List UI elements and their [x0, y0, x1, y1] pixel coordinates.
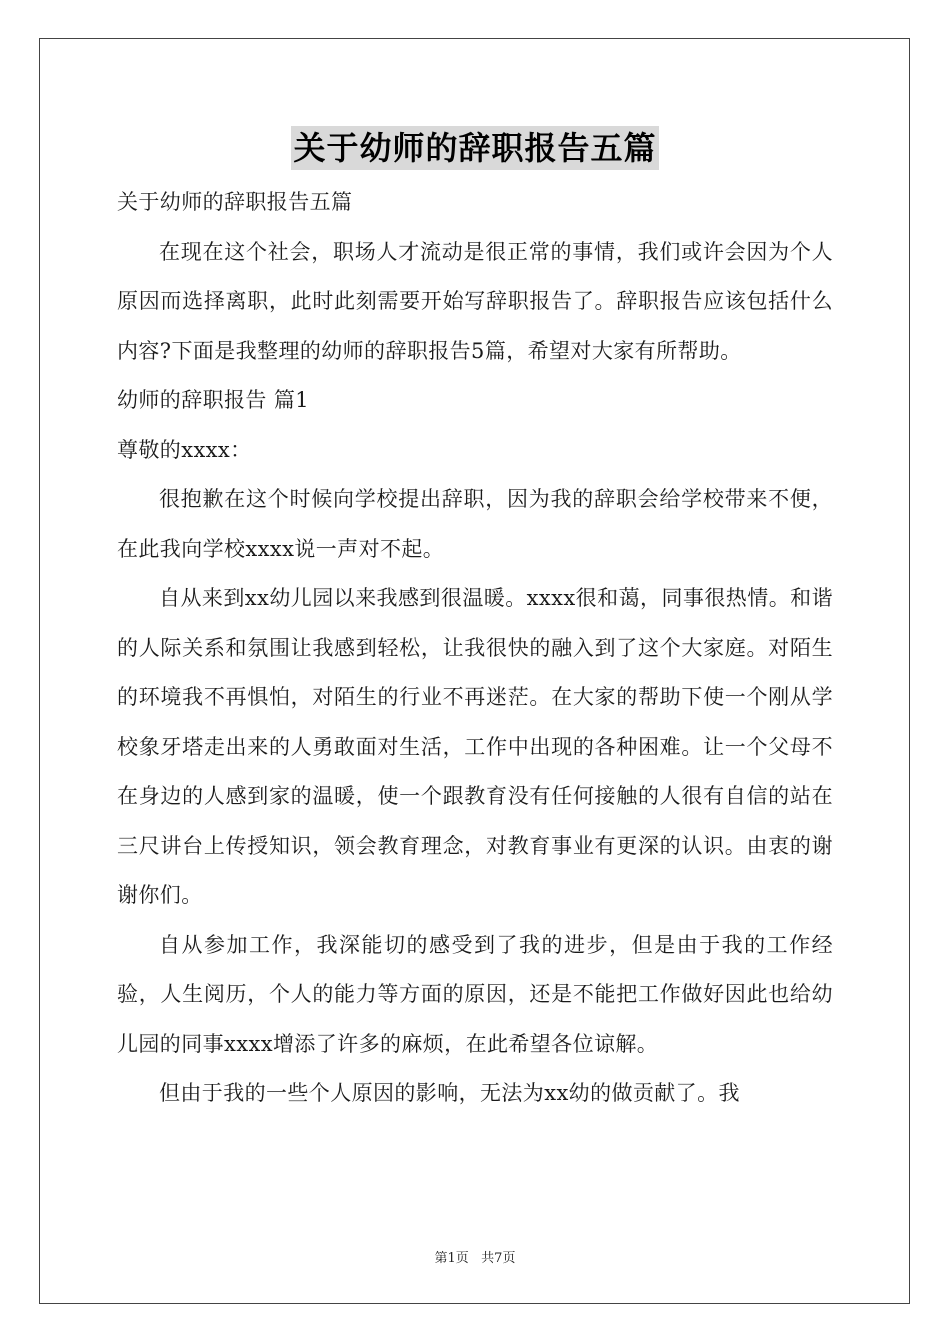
document-title: 关于幼师的辞职报告五篇 — [291, 126, 658, 170]
paragraph: 很抱歉在这个时候向学校提出辞职，因为我的辞职会给学校带来不便，在此我向学校xxxx说一声对不起。 — [117, 487, 833, 561]
paragraph: 关于幼师的辞职报告五篇 — [117, 190, 353, 214]
document-body — [117, 178, 833, 1119]
paragraph: 但由于我的一些个人原因的影响，无法为xx幼的做贡献了。我 — [159, 1081, 740, 1105]
paragraph: 在现在这个社会，职场人才流动是很正常的事情，我们或许会因为个人原因而选择离职，此时此刻需要开始写辞职报告了。辞职报告应该包括什么内容?下面是我整理的幼师的辞职报告5篇，希望对大家有所帮助。 — [117, 239, 833, 363]
page-number: 第1页 共7页 — [434, 1251, 516, 1266]
paragraph: 尊敬的xxxx： — [117, 437, 252, 462]
paragraph: 幼师的辞职报告 篇1 — [117, 388, 310, 412]
page-footer — [0, 1247, 950, 1266]
paragraph: 自从来到xx幼儿园以来我感到很温暖。xxxx很和蔼，同事很热情。和谐的人际关系和氛围让我感到轻松，让我很快的融入到了这个大家庭。对陌生的环境我不再惧怕，对陌生的行业不再迷茫。在大家的帮助下使一个刚从学校象牙塔走出来的人勇敢面对生活，工作中出现的各种困难。让一个父母不在身边的人感到家的温暖，使一个跟教育没有任何接触的人很有自信的站在三尺讲台上传授知识，领会教育理念，对教育事业有更深的认识。由衷的谢谢你们。 — [117, 586, 833, 907]
title-container — [0, 126, 950, 170]
paragraph: 自从参加工作，我深能切的感受到了我的进步，但是由于我的工作经验，人生阅历，个人的能力等方面的原因，还是不能把工作做好因此也给幼儿园的同事xxxx增添了许多的麻烦，在此希望各位谅解。 — [117, 932, 833, 1056]
